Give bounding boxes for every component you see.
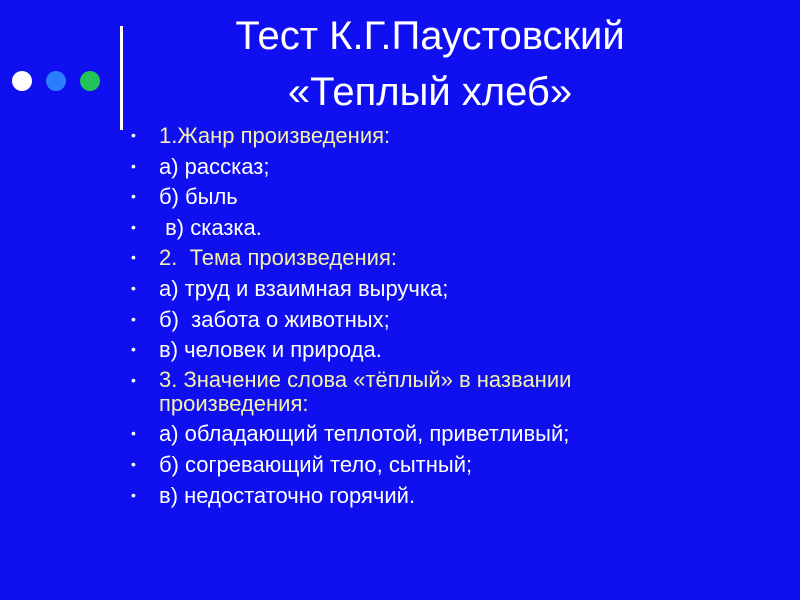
bullet-icon: •	[131, 249, 136, 266]
answer-1a: а) рассказ;	[159, 153, 270, 179]
question-1: 1.Жанр произведения:	[159, 123, 391, 148]
list-item	[130, 452, 690, 477]
list-item	[130, 276, 690, 301]
answer-2a: а) труд и взаимная выручка;	[159, 275, 449, 301]
white-dot-icon	[12, 71, 32, 91]
title-line-1: Тест К.Г.Паустовский	[235, 14, 625, 58]
bullet-icon: •	[131, 279, 136, 296]
question-3: 3. Значение слова «тёплый» в названии произведения:	[159, 366, 572, 416]
list-item	[130, 184, 690, 209]
answer-2c: в) человек и природа.	[159, 337, 382, 363]
list-item	[130, 368, 690, 416]
question-list	[130, 123, 690, 513]
list-item	[130, 421, 690, 446]
answer-1b: б) быль	[159, 184, 238, 210]
answer-3c: в) недостаточно горячий.	[159, 482, 416, 508]
vertical-divider	[120, 26, 123, 130]
slide-title	[130, 8, 730, 120]
title-line-2: «Теплый хлеб»	[287, 70, 573, 114]
list-item	[130, 337, 690, 362]
list-item	[130, 123, 690, 148]
blue-dot-icon	[46, 71, 66, 91]
bullet-icon: •	[131, 218, 136, 235]
answer-2b: б) забота о животных;	[159, 306, 390, 332]
list-item	[130, 307, 690, 332]
bullet-icon: •	[131, 310, 136, 327]
bullet-icon: •	[131, 157, 136, 174]
list-item	[130, 245, 690, 270]
answer-3b: б) согревающий тело, сытный;	[159, 451, 473, 477]
list-item	[130, 483, 690, 508]
question-2: 2. Тема произведения:	[159, 245, 397, 271]
bullet-icon: •	[131, 425, 136, 442]
bullet-icon: •	[131, 341, 136, 358]
bullet-icon: •	[131, 486, 136, 503]
green-dot-icon	[80, 71, 100, 91]
answer-3a: а) обладающий теплотой, приветливый;	[159, 421, 570, 447]
bullet-icon: •	[131, 127, 136, 143]
list-item	[130, 215, 690, 240]
answer-1c: в) сказка.	[159, 214, 262, 240]
bullet-icon: •	[131, 188, 136, 205]
bullet-icon: •	[131, 371, 136, 388]
bullet-icon: •	[131, 455, 136, 472]
list-item	[130, 154, 690, 179]
decorative-dots	[12, 71, 100, 91]
